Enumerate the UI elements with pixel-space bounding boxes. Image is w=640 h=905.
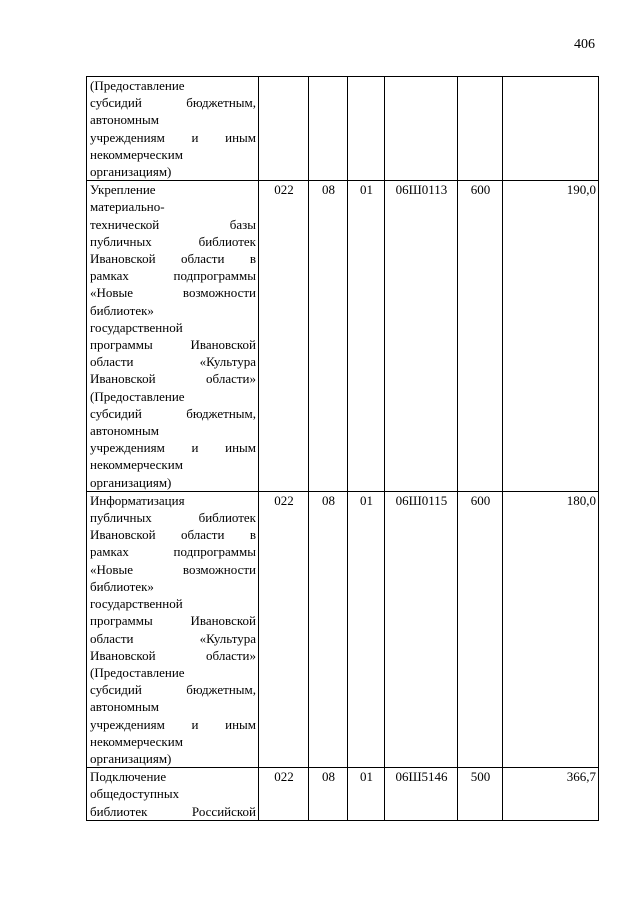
page-number: 406 bbox=[574, 37, 595, 52]
table-row bbox=[87, 77, 599, 181]
description-line: программы Ивановской bbox=[90, 613, 256, 629]
description-line: государственной bbox=[90, 319, 183, 335]
description-line: библиотек Российской bbox=[90, 803, 256, 819]
description-line: автономным bbox=[90, 699, 159, 715]
description-line: рамках подпрограммы bbox=[90, 544, 256, 560]
description-line: технической базы bbox=[90, 216, 256, 232]
row-description bbox=[87, 491, 259, 767]
description-line: Ивановской области в bbox=[90, 251, 256, 267]
row-description bbox=[87, 77, 259, 181]
description-line: организациям) bbox=[90, 750, 172, 766]
description-line: рамках подпрограммы bbox=[90, 268, 256, 284]
ministry-code: 022 bbox=[259, 181, 309, 492]
description-line: автономным bbox=[90, 423, 159, 439]
subsection-code: 01 bbox=[348, 181, 385, 492]
target-article-code: 06Ш5146 bbox=[385, 768, 458, 821]
expense-type-code: 500 bbox=[458, 768, 503, 821]
description-line: «Новые возможности bbox=[90, 561, 256, 577]
description-line: библиотек» bbox=[90, 302, 154, 318]
expense-type-code: 600 bbox=[458, 491, 503, 767]
description-line: субсидий бюджетным, bbox=[90, 95, 256, 111]
expense-type-code bbox=[458, 77, 503, 181]
description-line: некоммерческим bbox=[90, 457, 183, 473]
description-line: области «Культура bbox=[90, 354, 256, 370]
description-line: субсидий бюджетным, bbox=[90, 405, 256, 421]
description-line: учреждениям и иным bbox=[90, 440, 256, 456]
description-line: (Предоставление bbox=[90, 78, 185, 93]
expense-type-code: 600 bbox=[458, 181, 503, 492]
target-article-code: 06Ш0115 bbox=[385, 491, 458, 767]
description-line: Ивановской области» bbox=[90, 647, 256, 663]
ministry-code bbox=[259, 77, 309, 181]
description-line: (Предоставление bbox=[90, 664, 185, 680]
amount-value: 180,0 bbox=[503, 491, 599, 767]
description-line: публичных библиотек bbox=[90, 510, 256, 526]
row-description bbox=[87, 768, 259, 821]
description-line: автономным bbox=[90, 112, 159, 128]
ministry-code: 022 bbox=[259, 768, 309, 821]
table-row bbox=[87, 181, 599, 492]
section-code bbox=[309, 77, 348, 181]
description-line: учреждениям и иным bbox=[90, 716, 256, 732]
amount-value: 190,0 bbox=[503, 181, 599, 492]
description-line: общедоступных bbox=[90, 786, 180, 802]
description-line: Подключение bbox=[90, 769, 167, 785]
table-row bbox=[87, 768, 599, 821]
ministry-code: 022 bbox=[259, 491, 309, 767]
description-line: Информатизация bbox=[90, 492, 185, 508]
subsection-code: 01 bbox=[348, 768, 385, 821]
row-description bbox=[87, 181, 259, 492]
description-line: (Предоставление bbox=[90, 388, 185, 404]
description-line: Ивановской области» bbox=[90, 371, 256, 387]
description-line: «Новые возможности bbox=[90, 285, 256, 301]
description-line: учреждениям и иным bbox=[90, 129, 256, 145]
table-row bbox=[87, 491, 599, 767]
section-code: 08 bbox=[309, 181, 348, 492]
subsection-code bbox=[348, 77, 385, 181]
target-article-code: 06Ш0113 bbox=[385, 181, 458, 492]
description-line: некоммерческим bbox=[90, 146, 183, 162]
target-article-code bbox=[385, 77, 458, 181]
description-line: библиотек» bbox=[90, 578, 154, 594]
description-line: материально- bbox=[90, 199, 165, 215]
description-line: государственной bbox=[90, 596, 183, 612]
description-line: публичных библиотек bbox=[90, 233, 256, 249]
description-line: организациям) bbox=[90, 474, 172, 490]
budget-table bbox=[86, 76, 599, 821]
description-line: Укрепление bbox=[90, 182, 156, 198]
description-line: Ивановской области в bbox=[90, 527, 256, 543]
subsection-code: 01 bbox=[348, 491, 385, 767]
description-line: организациям) bbox=[90, 164, 172, 180]
description-line: субсидий бюджетным, bbox=[90, 682, 256, 698]
description-line: некоммерческим bbox=[90, 733, 183, 749]
description-line: области «Культура bbox=[90, 630, 256, 646]
amount-value: 366,7 bbox=[503, 768, 599, 821]
section-code: 08 bbox=[309, 768, 348, 821]
amount-value bbox=[503, 77, 599, 181]
section-code: 08 bbox=[309, 491, 348, 767]
description-line: программы Ивановской bbox=[90, 337, 256, 353]
